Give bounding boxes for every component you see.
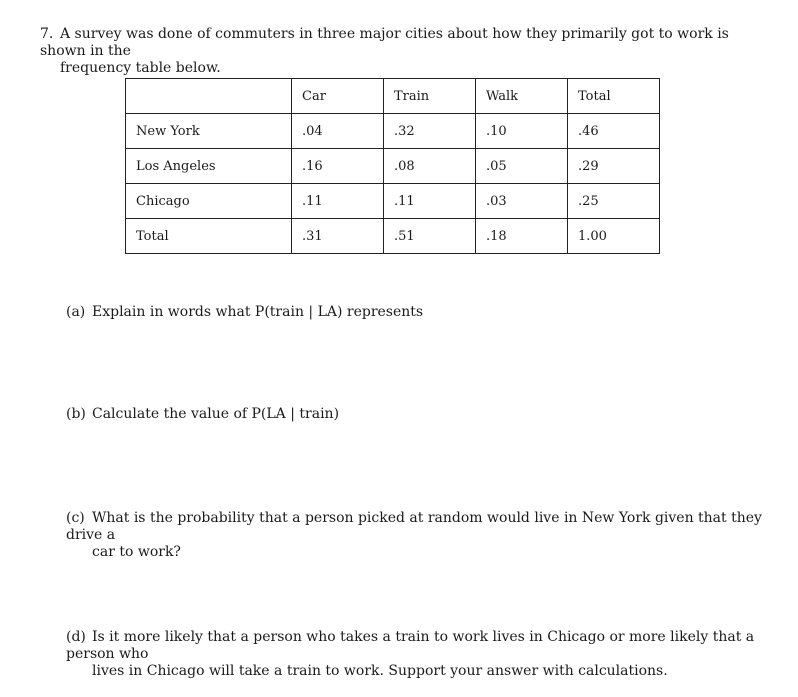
table-header-row xyxy=(126,79,660,114)
part-b xyxy=(66,406,766,423)
header-cell-walk: Walk xyxy=(476,79,568,114)
part-c xyxy=(66,510,766,561)
table-cell: .16 xyxy=(292,149,384,184)
row-label: Chicago xyxy=(126,184,292,219)
table-cell: .08 xyxy=(384,149,476,184)
table-cell: .46 xyxy=(568,114,660,149)
part-text: What is the probability that a person picked at random would live in New York given that they drive a xyxy=(66,510,762,543)
table-row xyxy=(126,219,660,254)
table-cell: .32 xyxy=(384,114,476,149)
table-cell: .10 xyxy=(476,114,568,149)
table-cell: .18 xyxy=(476,219,568,254)
question-text-line1: A survey was done of commuters in three major cities about how they primarily got to work is shown in the xyxy=(40,26,729,59)
part-label: (c) xyxy=(66,510,85,526)
table-cell: 1.00 xyxy=(568,219,660,254)
table-cell: .51 xyxy=(384,219,476,254)
part-text: Calculate the value of P(LA | train) xyxy=(92,406,340,422)
header-cell-car: Car xyxy=(292,79,384,114)
table-cell: .25 xyxy=(568,184,660,219)
part-a xyxy=(66,304,766,321)
part-text-continued: car to work? xyxy=(92,544,181,560)
question-stem-line1 xyxy=(40,26,764,60)
table-cell: .29 xyxy=(568,149,660,184)
question-number: 7. xyxy=(40,26,54,42)
part-label: (a) xyxy=(66,304,86,320)
row-label: Total xyxy=(126,219,292,254)
frequency-table xyxy=(125,78,660,254)
table-row xyxy=(126,149,660,184)
table-cell: .31 xyxy=(292,219,384,254)
table-cell: .11 xyxy=(384,184,476,219)
part-text: Explain in words what P(train | LA) represents xyxy=(92,304,424,320)
table-cell: .11 xyxy=(292,184,384,219)
header-cell-total: Total xyxy=(568,79,660,114)
table-row xyxy=(126,114,660,149)
part-d xyxy=(66,629,766,680)
table-row xyxy=(126,184,660,219)
question-text-line2: frequency table below. xyxy=(60,60,221,76)
table-cell: .03 xyxy=(476,184,568,219)
row-label: Los Angeles xyxy=(126,149,292,184)
question-stem xyxy=(40,26,764,77)
part-text: Is it more likely that a person who takes a train to work lives in Chicago or more likely that a person who xyxy=(66,629,755,662)
part-label: (d) xyxy=(66,629,86,645)
table-cell: .05 xyxy=(476,149,568,184)
header-cell-train: Train xyxy=(384,79,476,114)
header-cell-blank xyxy=(126,79,292,114)
part-label: (b) xyxy=(66,406,86,422)
row-label: New York xyxy=(126,114,292,149)
part-text-continued: lives in Chicago will take a train to work. Support your answer with calculations. xyxy=(92,663,668,679)
table-cell: .04 xyxy=(292,114,384,149)
